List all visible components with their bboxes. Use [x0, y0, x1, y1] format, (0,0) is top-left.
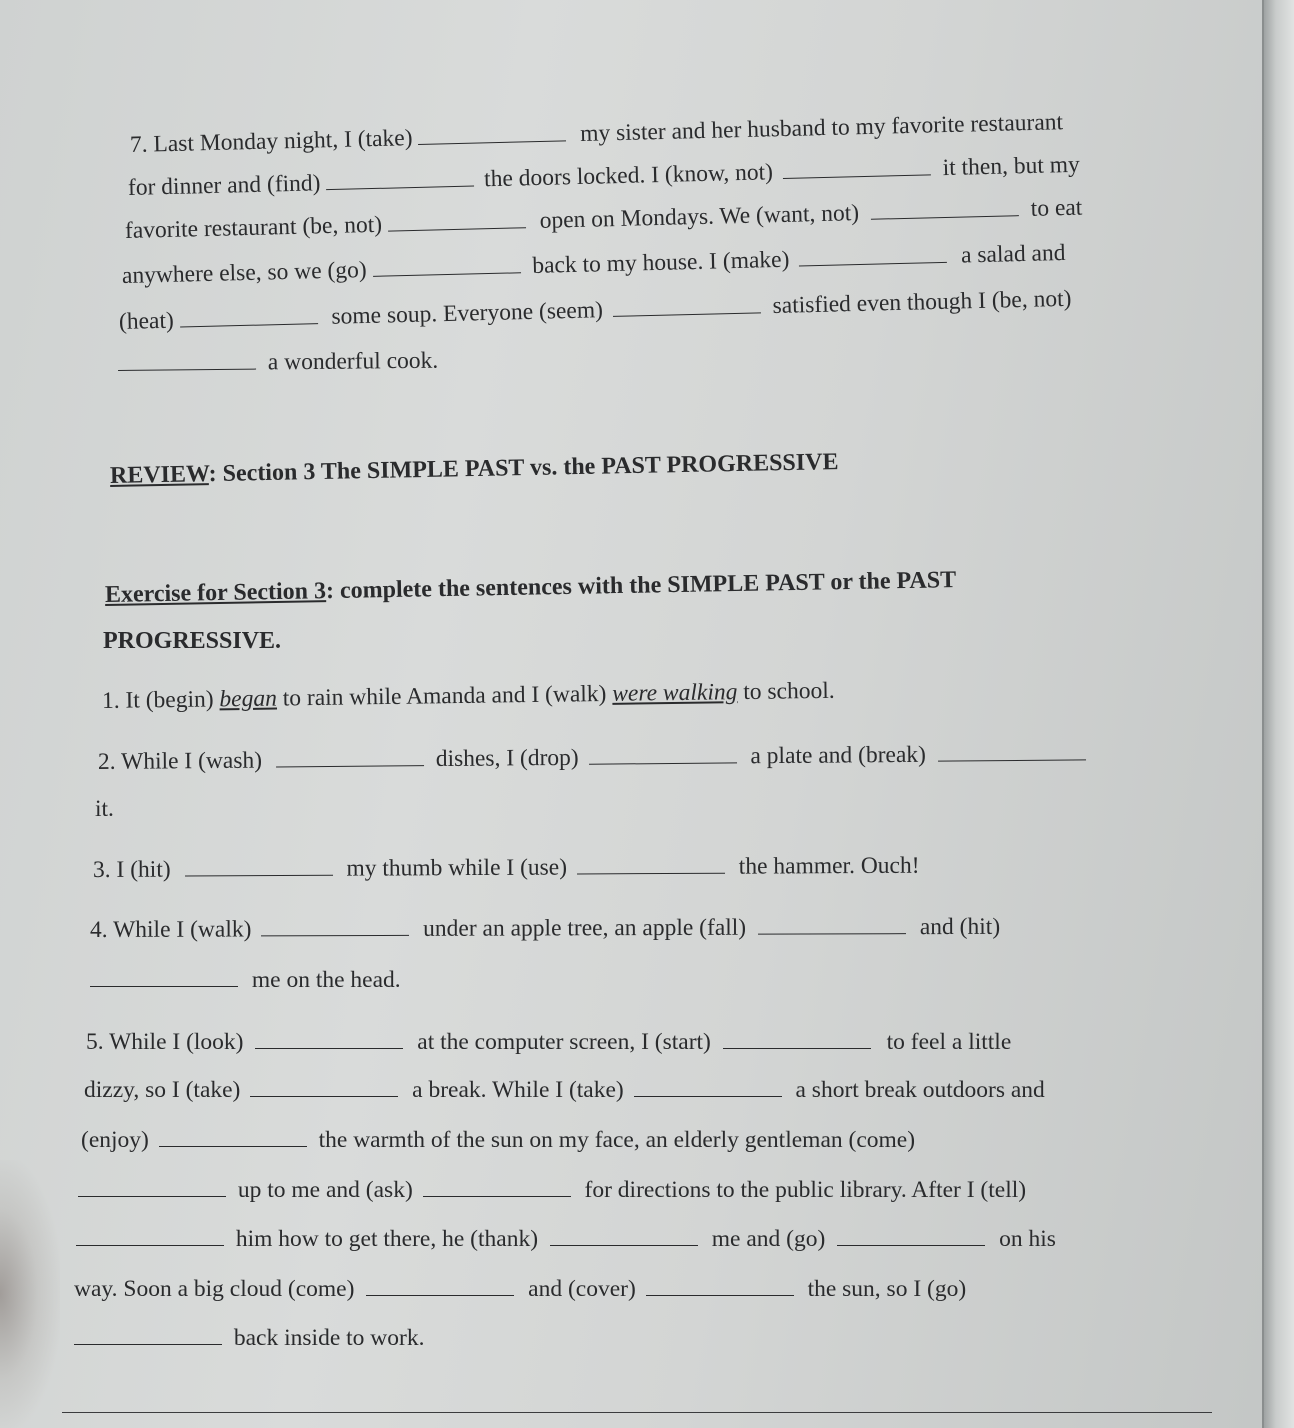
- ex7-text: satisfied even though I (be, not): [772, 285, 1072, 320]
- answer-blank[interactable]: [723, 1030, 871, 1049]
- answer-blank[interactable]: [612, 294, 760, 317]
- answer-blank[interactable]: [250, 1078, 398, 1097]
- item-text: and (hit): [919, 913, 1001, 941]
- item-4: [90, 915, 1000, 943]
- page-edge: [1262, 0, 1294, 1428]
- answer-blank[interactable]: [326, 168, 474, 191]
- item-text: 2. While I (wash): [97, 747, 263, 775]
- ex7-text: for dinner and (find): [127, 170, 321, 201]
- item-text: my thumb while I (use): [346, 854, 568, 882]
- ex7-text: favorite restaurant (be, not): [124, 211, 383, 244]
- answer-blank[interactable]: [74, 1326, 222, 1345]
- item-1: [101, 677, 835, 714]
- answer-blank[interactable]: [255, 1030, 403, 1049]
- answer-blank[interactable]: [837, 1227, 985, 1246]
- answer-blank[interactable]: [758, 915, 906, 935]
- ex7-line-1: [130, 110, 1064, 157]
- item-text: him how to get there, he (thank): [235, 1226, 539, 1252]
- answer-blank[interactable]: [871, 197, 1019, 220]
- exercise-heading-text: : complete the sentences with the SIMPLE PAST or the PAST: [325, 567, 957, 605]
- item-2-cont: it.: [95, 796, 114, 822]
- item-text: (enjoy): [81, 1127, 149, 1153]
- ex7-text: a salad and: [960, 239, 1066, 269]
- exercise-heading-line-2: PROGRESSIVE.: [103, 628, 282, 654]
- review-heading: [110, 449, 839, 490]
- ex7-text: (heat): [118, 307, 175, 335]
- item-text: at the computer screen, I (start): [417, 1029, 711, 1055]
- answer-blank[interactable]: [118, 351, 256, 371]
- ex7-text: some soup. Everyone (seem): [331, 297, 604, 330]
- item-5-line-1: [86, 1030, 1011, 1055]
- item-5-line-2: [84, 1078, 1045, 1103]
- ex7-text: it then, but my: [942, 151, 1081, 182]
- ex7-line-2: [128, 153, 1080, 201]
- item-text: and (cover): [528, 1276, 636, 1302]
- answer-blank[interactable]: [634, 1078, 782, 1097]
- answer-blank[interactable]: [366, 1277, 514, 1296]
- item-text: for directions to the public library. After I (tell): [584, 1177, 1027, 1203]
- bottom-rule: [62, 1412, 1212, 1413]
- review-heading-label: REVIEW: [109, 461, 209, 489]
- item-text: the warmth of the sun on my face, an elderly gentleman (come): [318, 1127, 916, 1153]
- answer-blank[interactable]: [388, 209, 526, 231]
- answer-blank[interactable]: [261, 917, 409, 937]
- item-text: a plate and (break): [750, 741, 927, 770]
- thumb-shadow: [0, 1160, 60, 1428]
- ex7-text: my sister and her husband to my favorite restaurant: [579, 109, 1064, 147]
- answer-blank[interactable]: [646, 1277, 794, 1296]
- ex7-line-3: [125, 196, 1083, 244]
- item-2: [98, 741, 1086, 774]
- answer-blank[interactable]: [76, 1227, 224, 1246]
- answer-blank[interactable]: [783, 156, 931, 179]
- ex7-text: the doors locked. I (know, not): [483, 159, 774, 193]
- item-text: to school.: [743, 677, 835, 706]
- ex7-text: back to my house. I (make): [532, 246, 790, 279]
- example-answer: began: [219, 685, 278, 713]
- item-text: 5. While I (look): [86, 1029, 244, 1055]
- ex7-text: to eat: [1030, 194, 1083, 222]
- item-text: 4. While I (walk): [89, 916, 252, 943]
- item-4-cont: [90, 968, 401, 993]
- item-text: to feel a little: [886, 1029, 1012, 1055]
- ex7-line-6: [118, 349, 438, 377]
- ex7-line-4: [122, 241, 1066, 289]
- answer-blank[interactable]: [159, 1128, 307, 1147]
- ex7-text: 7. Last Monday night, I (take): [129, 125, 413, 158]
- item-5-line-7: [74, 1326, 424, 1351]
- exercise-heading-label: Exercise for Section 3: [104, 578, 327, 608]
- item-5-line-4: [78, 1178, 1026, 1203]
- item-text: the sun, so I (go): [807, 1276, 967, 1302]
- item-text: to rain while Amanda and I (walk): [282, 680, 607, 712]
- answer-blank[interactable]: [550, 1227, 698, 1246]
- ex7-line-5: [119, 287, 1072, 335]
- item-3: [93, 854, 920, 883]
- answer-blank[interactable]: [577, 855, 725, 875]
- answer-blank[interactable]: [179, 305, 317, 327]
- exercise-heading: [105, 567, 957, 609]
- item-text: dizzy, so I (take): [84, 1077, 241, 1103]
- answer-blank[interactable]: [588, 744, 736, 764]
- ex7-text: open on Mondays. We (want, not): [539, 200, 860, 234]
- item-text: back inside to work.: [233, 1325, 425, 1351]
- item-text: me on the head.: [251, 967, 401, 993]
- answer-blank[interactable]: [78, 1178, 226, 1197]
- answer-blank[interactable]: [276, 747, 424, 767]
- item-5-line-6: [74, 1277, 966, 1302]
- item-text: dishes, I (drop): [435, 744, 579, 773]
- answer-blank[interactable]: [799, 244, 947, 267]
- item-text: way. Soon a big cloud (come): [74, 1276, 355, 1302]
- item-text: the hammer. Ouch!: [738, 852, 920, 880]
- answer-blank[interactable]: [372, 254, 520, 277]
- item-5-line-3: [81, 1128, 915, 1153]
- item-text: under an apple tree, an apple (fall): [423, 914, 747, 942]
- item-5-line-5: [76, 1227, 1056, 1252]
- item-text: a break. While I (take): [412, 1077, 624, 1103]
- answer-blank[interactable]: [90, 968, 238, 987]
- item-text: 3. I (hit): [92, 856, 171, 883]
- ex7-text: anywhere else, so we (go): [121, 257, 367, 289]
- item-text: on his: [999, 1226, 1056, 1252]
- item-text: 1. It (begin): [101, 686, 214, 714]
- example-answer: were walking: [612, 679, 738, 707]
- item-text: me and (go): [711, 1226, 826, 1252]
- answer-blank[interactable]: [184, 857, 332, 877]
- answer-blank[interactable]: [418, 122, 566, 145]
- answer-blank[interactable]: [423, 1178, 571, 1197]
- review-heading-text: : Section 3 The SIMPLE PAST vs. the PAST PROGRESSIVE: [208, 449, 839, 488]
- answer-blank[interactable]: [938, 741, 1086, 761]
- item-text: up to me and (ask): [237, 1177, 413, 1203]
- item-text: a short break outdoors and: [795, 1077, 1045, 1103]
- ex7-text: a wonderful cook.: [267, 347, 439, 376]
